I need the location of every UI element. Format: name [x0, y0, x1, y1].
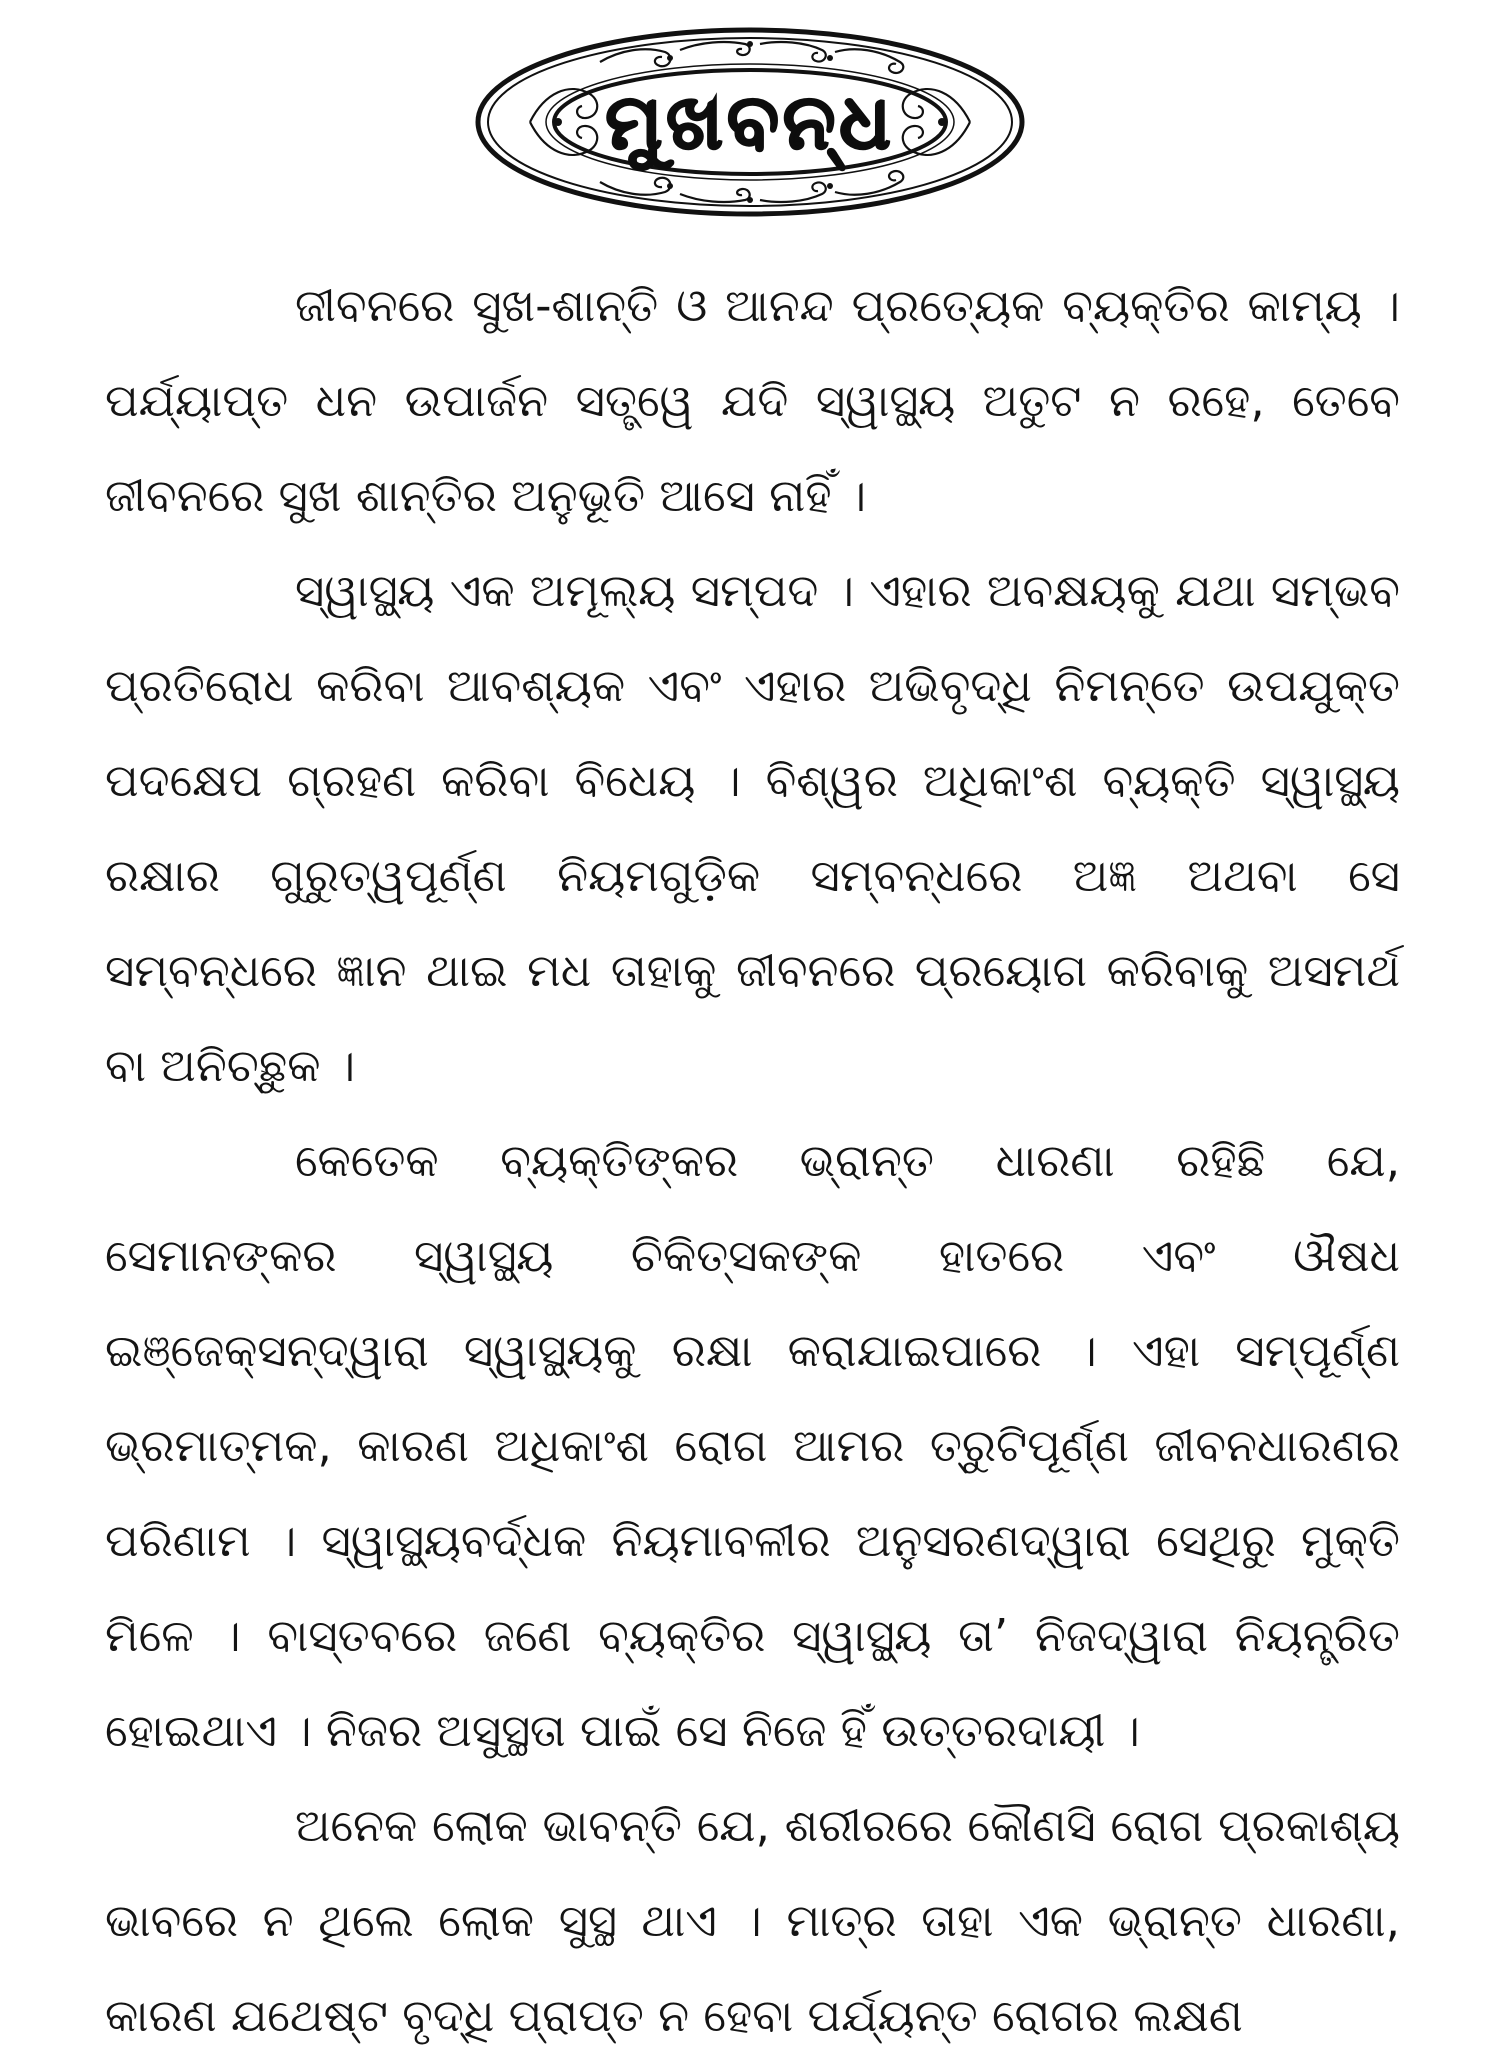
paragraph-3: କେତେକ ବ୍ୟକ୍ତିଙ୍କର ଭ୍ରାନ୍ତ ଧାରଣା ରହିଛି ଯେ, ସେମାନଙ୍କର ସ୍ୱାସ୍ଥ୍ୟ ଚିକିତ୍ସକଙ୍କ ହାତରେ ଏବଂ ଔଷଧ ଇଞ୍ଜେକ୍‌ସନ୍‌ଦ୍ୱାରା ସ୍ୱାସ୍ଥ୍ୟକୁ ରକ୍ଷା କରାଯାଇପାରେ । ଏହା ସମ୍ପୂର୍ଣ୍ଣ ଭ୍ରମାତ୍ମକ, କାରଣ ଅଧିକାଂଶ ରୋଗ ଆମର ତ୍ରୁଟିପୂର୍ଣ୍ଣ ଜୀବନଧାରଣର ପରିଣାମ । ସ୍ୱାସ୍ଥ୍ୟବର୍ଦ୍ଧକ ନିୟମାବଳୀର ଅନୁସରଣଦ୍ୱାରା ସେଥିରୁ ମୁକ୍ତି ମିଳେ । ବାସ୍ତବରେ ଜଣେ ବ୍ୟକ୍ତିର ସ୍ୱାସ୍ଥ୍ୟ ତା’ ନିଜଦ୍ୱାରା ନିୟନ୍ତ୍ରିତ ହୋଇଥାଏ । ନିଜର ଅସୁସ୍ଥତା ପାଇଁ ସେ ନିଜେ ହିଁ ଉତ୍ତରଦାୟୀ । [105, 1134, 1400, 1757]
preface-body [105, 258, 1400, 2063]
page-title: ମୁଖବନ୍ଧ [605, 76, 895, 166]
paragraph-4: ଅନେକ ଲୋକ ଭାବନ୍ତି ଯେ, ଶରୀରରେ କୌଣସି ରୋଗ ପ୍ରକାଶ୍ୟ ଭାବରେ ନ ଥିଲେ ଲୋକ ସୁସ୍ଥ ଥାଏ । ମାତ୍ର ତାହା ଏକ ଭ୍ରାନ୍ତ ଧାରଣା, କାରଣ ଯଥେଷ୍ଟ ବୃଦ୍ଧି ପ୍ରାପ୍ତ ନ ହେବା ପର୍ଯ୍ୟନ୍ତ ରୋଗର ଲକ୍ଷଣ [105, 1799, 1400, 2042]
title-ornament-frame [470, 22, 1030, 222]
paragraph-2: ସ୍ୱାସ୍ଥ୍ୟ ଏକ ଅମୂଲ୍ୟ ସମ୍ପଦ । ଏହାର ଅବକ୍ଷୟକୁ ଯଥା ସମ୍ଭବ ପ୍ରତିରୋଧ କରିବା ଆବଶ୍ୟକ ଏବଂ ଏହାର ଅଭିବୃଦ୍ଧି ନିମନ୍ତେ ଉପଯୁକ୍ତ ପଦକ୍ଷେପ ଗ୍ରହଣ କରିବା ବିଧେୟ । ବିଶ୍ୱର ଅଧିକାଂଶ ବ୍ୟକ୍ତି ସ୍ୱାସ୍ଥ୍ୟ ରକ୍ଷାର ଗୁରୁତ୍ୱପୂର୍ଣ୍ଣ ନିୟମଗୁଡ଼ିକ ସମ୍ବନ୍ଧରେ ଅଜ୍ଞ ଅଥବା ସେ ସମ୍ବନ୍ଧରେ ଜ୍ଞାନ ଥାଇ ମଧ ତାହାକୁ ଜୀବନରେ ପ୍ରୟୋଗ କରିବାକୁ ଅସମର୍ଥ ବା ଅନିଚ୍ଛୁକ । [105, 564, 1400, 1092]
paragraph-1: ଜୀବନରେ ସୁଖ-ଶାନ୍ତି ଓ ଆନନ୍ଦ ପ୍ରତ୍ୟେକ ବ୍ୟକ୍ତିର କାମ୍ୟ । ପର୍ଯ୍ୟାପ୍ତ ଧନ ଉପାର୍ଜନ ସତ୍ତ୍ୱେ ଯଦି ସ୍ୱାସ୍ଥ୍ୟ ଅତୁଟ ନ ରହେ, ତେବେ ଜୀବନରେ ସୁଖ ଶାନ୍ତିର ଅନୁଭୂତି ଆସେ ନାହିଁ । [105, 279, 1400, 522]
